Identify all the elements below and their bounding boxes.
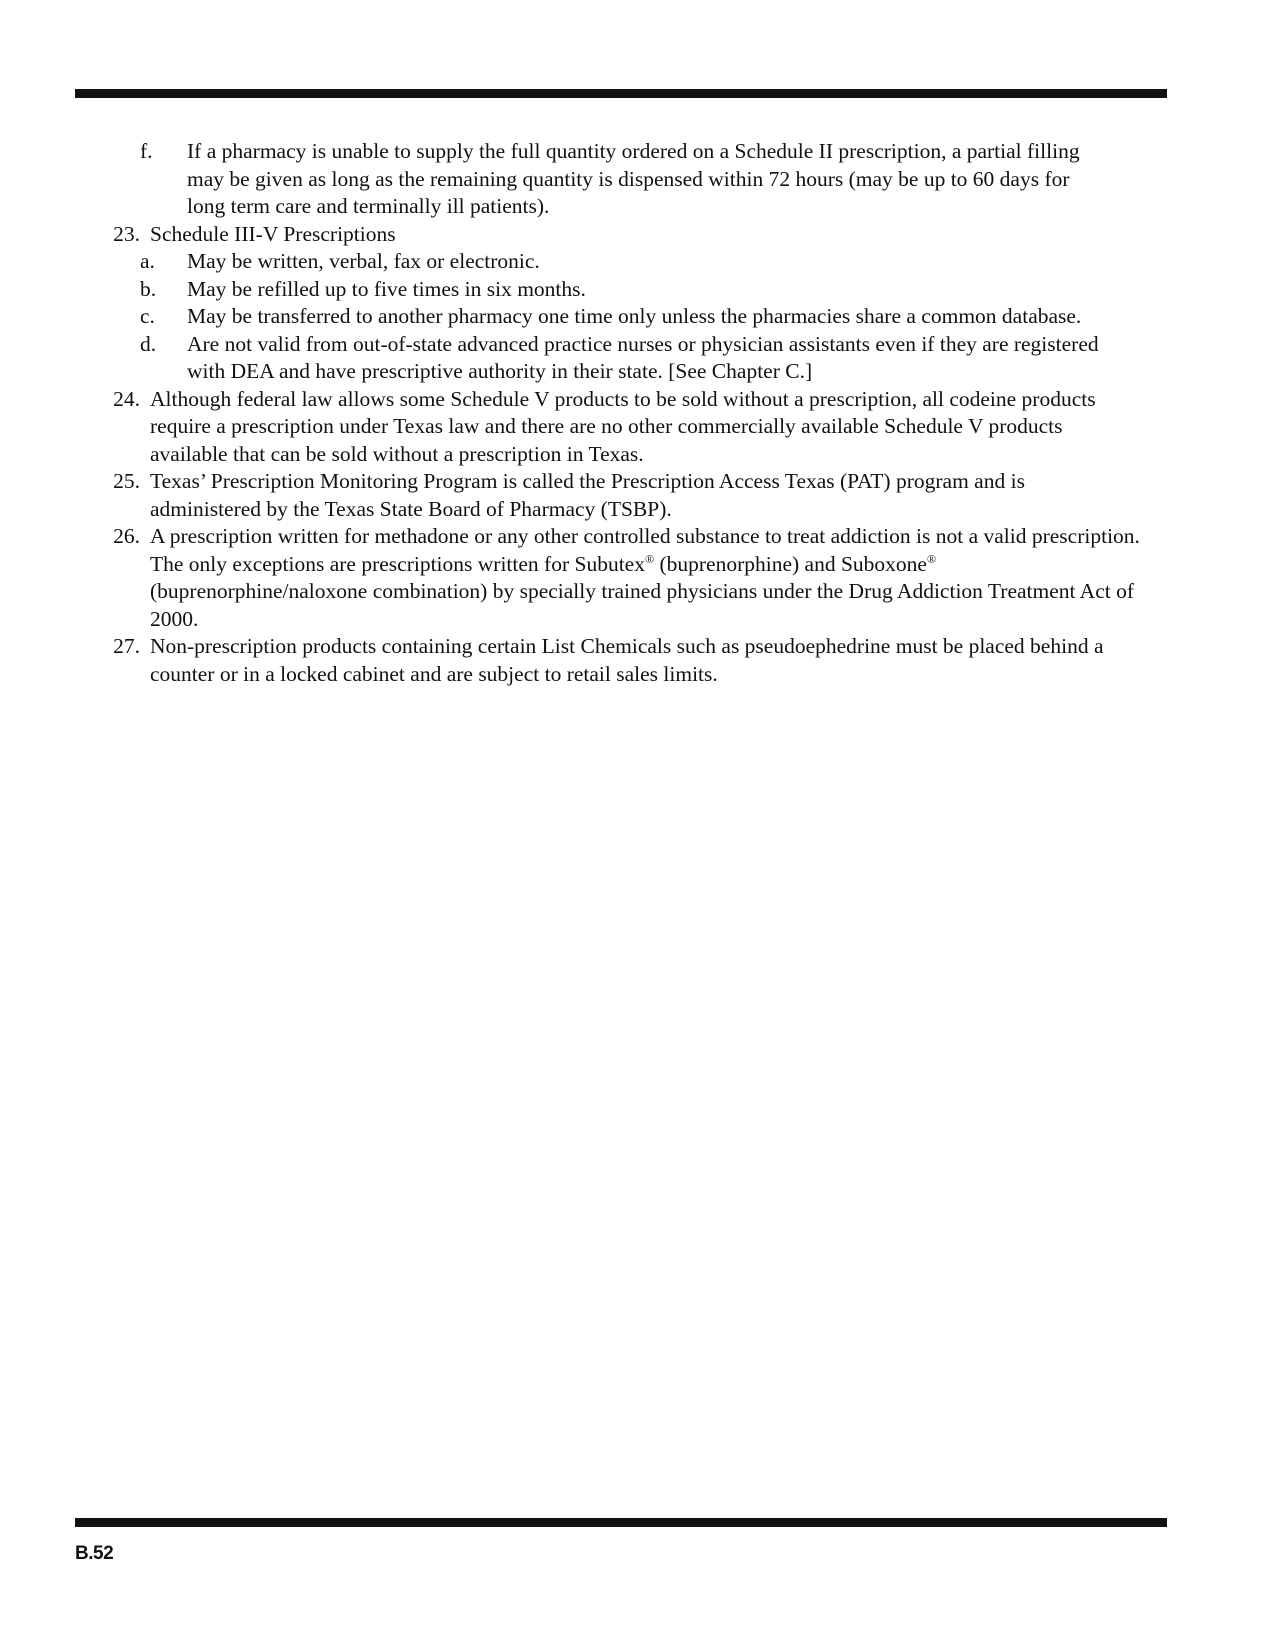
list-marker: c. bbox=[140, 304, 155, 328]
list-item-25 bbox=[0, 468, 1275, 523]
list-item-26 bbox=[0, 523, 1275, 633]
list-marker: 24. bbox=[113, 386, 140, 411]
list-item-b bbox=[0, 276, 1275, 304]
list-item-23 bbox=[0, 221, 1275, 249]
list-item-d bbox=[0, 331, 1275, 386]
list-item-text: May be written, verbal, fax or electronic. bbox=[187, 249, 540, 273]
list-marker: 23. bbox=[113, 221, 140, 246]
document-body bbox=[0, 138, 1275, 688]
list-item-text: Although federal law allows some Schedule V products to be sold without a prescription, all codeine products require a prescription under Texas law and there are no other commercially available Schedule V products available that can be sold without a prescription in Texas. bbox=[150, 386, 1096, 466]
list-item-text: Non-prescription products containing certain List Chemicals such as pseudoephedrine must be placed behind a counter or in a locked cabinet and are subject to retail sales limits. bbox=[150, 634, 1104, 686]
list-item-text: Texas’ Prescription Monitoring Program is called the Prescription Access Texas (PAT) program and is administered by the Texas State Board of Pharmacy (TSBP). bbox=[150, 469, 1025, 521]
list-marker: 26. bbox=[113, 524, 140, 548]
list-item-a bbox=[0, 248, 1275, 276]
registered-mark: ® bbox=[644, 551, 655, 566]
list-item-text: Schedule III-V Prescriptions bbox=[150, 221, 396, 246]
list-marker: 25. bbox=[113, 469, 140, 493]
list-item-27 bbox=[0, 633, 1275, 688]
list-item-text bbox=[150, 523, 1140, 633]
text-segment: (buprenorphine/naloxone combination) by specially trained physicians under the Drug Addiction Treatment Act of 2000. bbox=[150, 579, 1135, 631]
header-rule bbox=[75, 89, 1167, 98]
list-marker: b. bbox=[140, 276, 157, 301]
list-item-text: May be transferred to another pharmacy one time only unless the pharmacies share a common database. bbox=[187, 304, 1082, 328]
list-marker: d. bbox=[140, 331, 157, 356]
list-item-text: If a pharmacy is unable to supply the full quantity ordered on a Schedule II prescription, a partial filling may be given as long as the remaining quantity is dispensed within 72 hours (may be up to 60 days for long term care and terminally ill patients). bbox=[187, 139, 1080, 218]
page-number: B.52 bbox=[75, 1543, 114, 1564]
registered-mark: ® bbox=[926, 551, 937, 566]
list-item-24 bbox=[0, 386, 1275, 469]
list-item-c bbox=[0, 303, 1275, 331]
list-marker: a. bbox=[140, 249, 155, 273]
list-marker: f. bbox=[140, 139, 153, 163]
list-marker: 27. bbox=[113, 634, 140, 658]
list-item-f bbox=[0, 138, 1275, 221]
footer-rule bbox=[75, 1518, 1167, 1527]
text-segment: (buprenorphine) and Suboxone bbox=[654, 551, 927, 576]
text-segment: A prescription written for methadone or any other controlled substance to treat addiction is not a valid prescription. The only exceptions are prescriptions written for Subutex bbox=[150, 524, 1140, 576]
list-item-text: Are not valid from out-of-state advanced practice nurses or physician assistants even if they are registered with DEA and have prescriptive authority in their state. [See Chapter C.] bbox=[187, 331, 1099, 383]
list-item-text: May be refilled up to five times in six months. bbox=[187, 276, 586, 301]
